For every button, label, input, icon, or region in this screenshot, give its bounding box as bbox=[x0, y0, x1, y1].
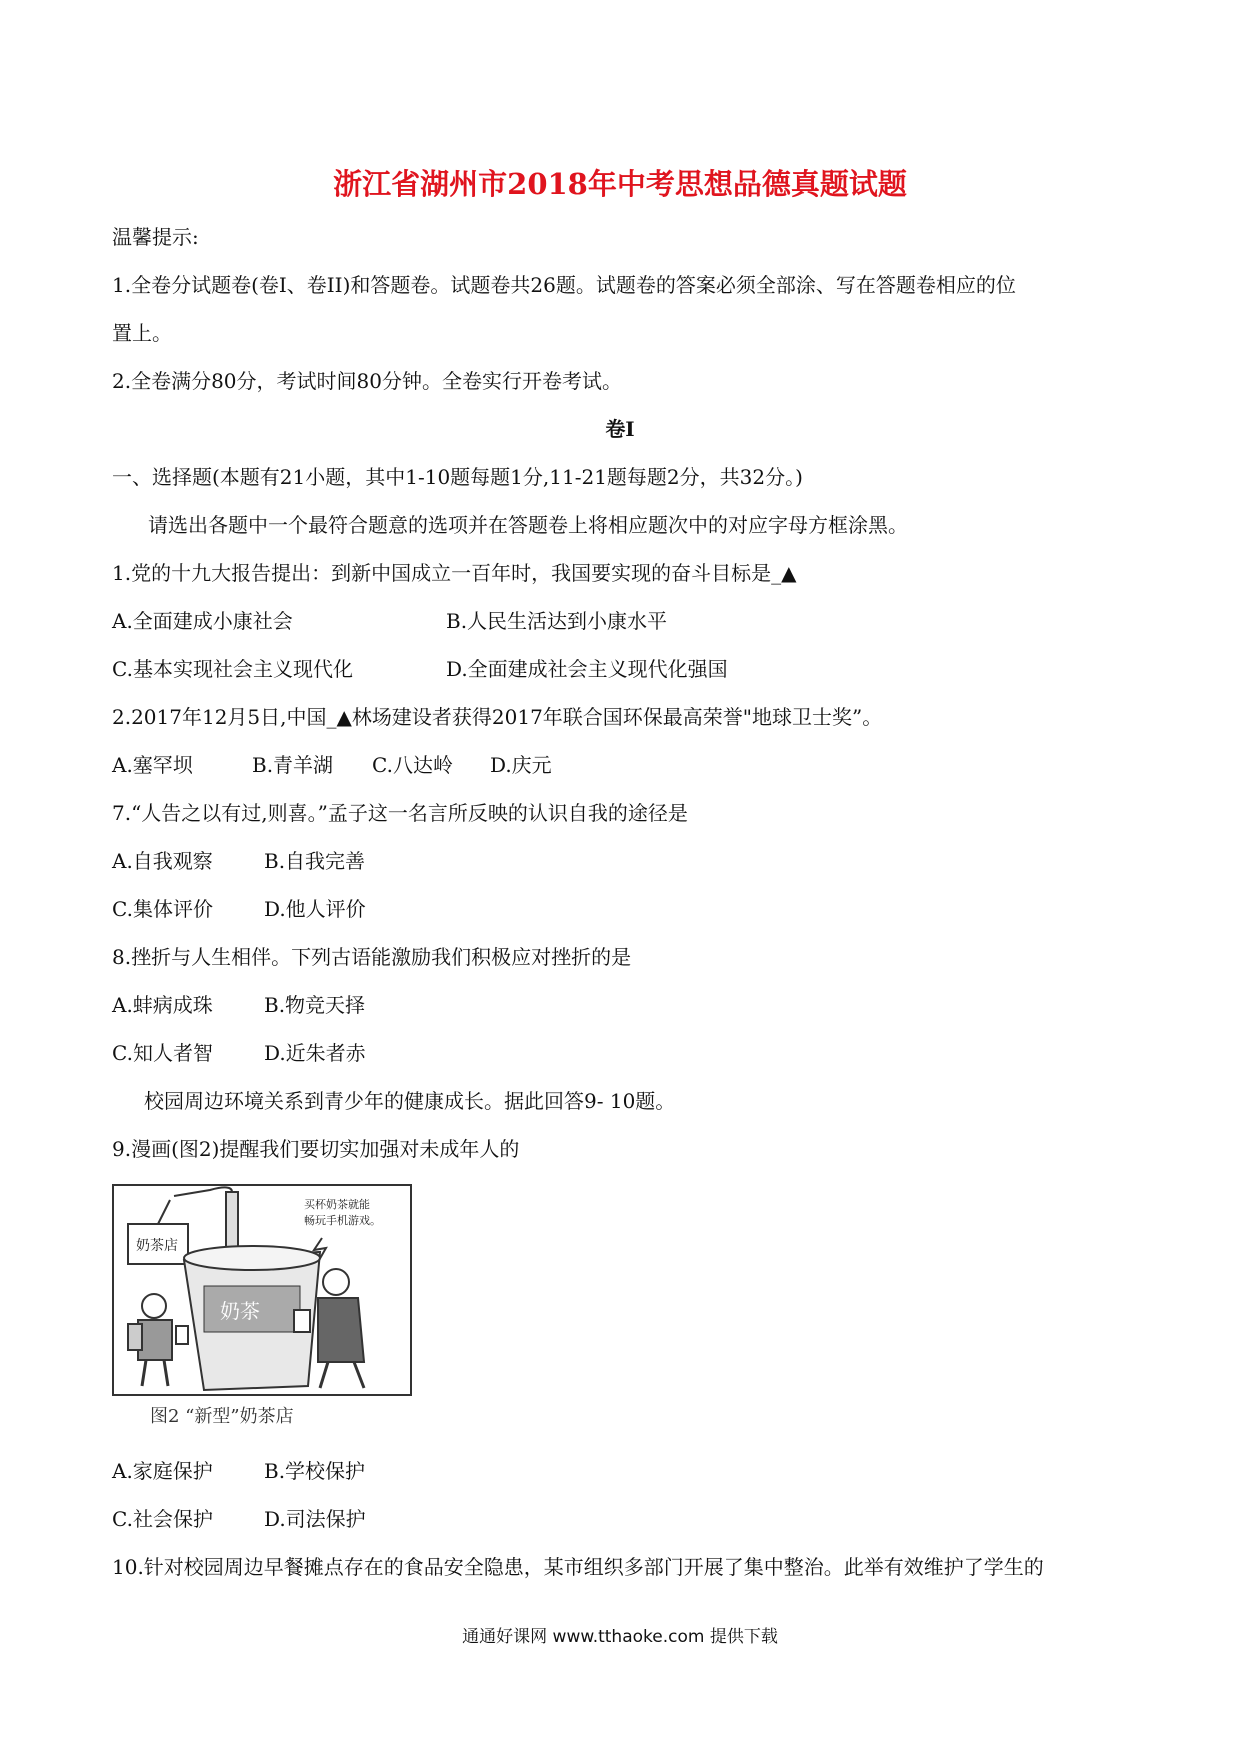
question-8-option-a: A.蚌病成珠 bbox=[112, 993, 213, 1017]
child-backpack bbox=[128, 1324, 142, 1350]
section-title: 卷I bbox=[605, 417, 635, 441]
cup-rim bbox=[184, 1246, 320, 1270]
intro-label: 温馨提示: bbox=[112, 225, 199, 249]
cup-text: 奶茶 bbox=[220, 1299, 260, 1323]
intro-note-2: 2.全卷满分80分，考试时间80分钟。全卷实行开卷考试。 bbox=[112, 369, 622, 393]
question-8-option-b: B.物竞天择 bbox=[264, 993, 366, 1017]
straw-bend bbox=[174, 1187, 232, 1196]
child-head bbox=[142, 1294, 166, 1318]
question-1-option-d: D.全面建成社会主义现代化强国 bbox=[446, 657, 728, 681]
part1-instruction: 请选出各题中一个最符合题意的选项并在答题卷上将相应题次中的对应字母方框涂黑。 bbox=[148, 513, 908, 537]
child-leg-left bbox=[142, 1360, 146, 1386]
question-8-stem: 8.挫折与人生相伴。下列古语能激励我们积极应对挫折的是 bbox=[112, 945, 632, 969]
question-1-option-c: C.基本实现社会主义现代化 bbox=[112, 657, 353, 681]
question-1-option-a: A.全面建成小康社会 bbox=[112, 609, 293, 633]
question-8-option-d: D.近朱者赤 bbox=[264, 1041, 366, 1065]
question-8-option-c: C.知人者智 bbox=[112, 1041, 213, 1065]
page-footer: 通通好课网 www.tthaoke.com 提供下载 bbox=[462, 1627, 778, 1647]
part1-heading: 一、选择题(本题有21小题，其中1-10题每题1分,11-21题每题2分，共32分。) bbox=[112, 465, 803, 489]
comic-drawing bbox=[114, 1186, 410, 1394]
question-9-option-b: B.学校保护 bbox=[264, 1459, 366, 1483]
question-2-option-d: D.庆元 bbox=[490, 753, 552, 777]
question-7-option-c: C.集体评价 bbox=[112, 897, 213, 921]
intro-note-1-cont: 置上。 bbox=[112, 321, 172, 345]
shopkeeper-phone bbox=[294, 1310, 310, 1332]
question-2-option-a: A.塞罕坝 bbox=[112, 753, 193, 777]
shopkeeper-leg-left bbox=[320, 1362, 328, 1388]
context-note: 校园周边环境关系到青少年的健康成长。据此回答9- 10题。 bbox=[144, 1089, 676, 1113]
comic-illustration bbox=[112, 1184, 412, 1396]
question-9-stem: 9.漫画(图2)提醒我们要切实加强对未成年人的 bbox=[112, 1137, 520, 1161]
shopkeeper-head bbox=[323, 1269, 349, 1295]
sign-text: 奶茶店 bbox=[136, 1238, 178, 1254]
question-7-option-b: B.自我完善 bbox=[264, 849, 366, 873]
child-phone bbox=[176, 1326, 188, 1344]
question-7-stem: 7.“人告之以有过,则喜。”孟子这一名言所反映的认识自我的途径是 bbox=[112, 801, 688, 825]
question-9-option-d: D.司法保护 bbox=[264, 1507, 366, 1531]
child-leg-right bbox=[164, 1360, 168, 1386]
question-1-option-b: B.人民生活达到小康水平 bbox=[446, 609, 668, 633]
shopkeeper-body bbox=[318, 1298, 364, 1362]
question-1-stem: 1.党的十九大报告提出：到新中国成立一百年时，我国要实现的奋斗目标是_▲ bbox=[112, 561, 797, 585]
speech-line-1: 买杯奶茶就能 bbox=[304, 1198, 370, 1211]
question-7-option-d: D.他人评价 bbox=[264, 897, 366, 921]
comic-caption: 图2 “新型”奶茶店 bbox=[150, 1406, 294, 1427]
question-2-option-b: B.青羊湖 bbox=[252, 753, 334, 777]
shopkeeper-leg-right bbox=[354, 1362, 364, 1388]
speech-line-2: 畅玩手机游戏。 bbox=[304, 1214, 381, 1227]
question-2-option-c: C.八达岭 bbox=[372, 753, 453, 777]
child-body bbox=[138, 1320, 172, 1360]
question-7-option-a: A.自我观察 bbox=[112, 849, 213, 873]
question-9-option-a: A.家庭保护 bbox=[112, 1459, 213, 1483]
question-10-stem: 10.针对校园周边早餐摊点存在的食品安全隐患，某市组织多部门开展了集中整治。此举有效维护了学生的 bbox=[112, 1555, 1044, 1579]
intro-note-1: 1.全卷分试题卷(卷I、卷II)和答题卷。试题卷共26题。试题卷的答案必须全部涂、写在答题卷相应的位 bbox=[112, 273, 1016, 297]
question-2-stem: 2.2017年12月5日,中国_▲林场建设者获得2017年联合国环保最高荣誉"地球卫士奖”。 bbox=[112, 705, 883, 729]
question-9-option-c: C.社会保护 bbox=[112, 1507, 213, 1531]
sign-string bbox=[158, 1200, 170, 1224]
page-title: 浙江省湖州市2018年中考思想品德真题试题 bbox=[333, 167, 907, 201]
